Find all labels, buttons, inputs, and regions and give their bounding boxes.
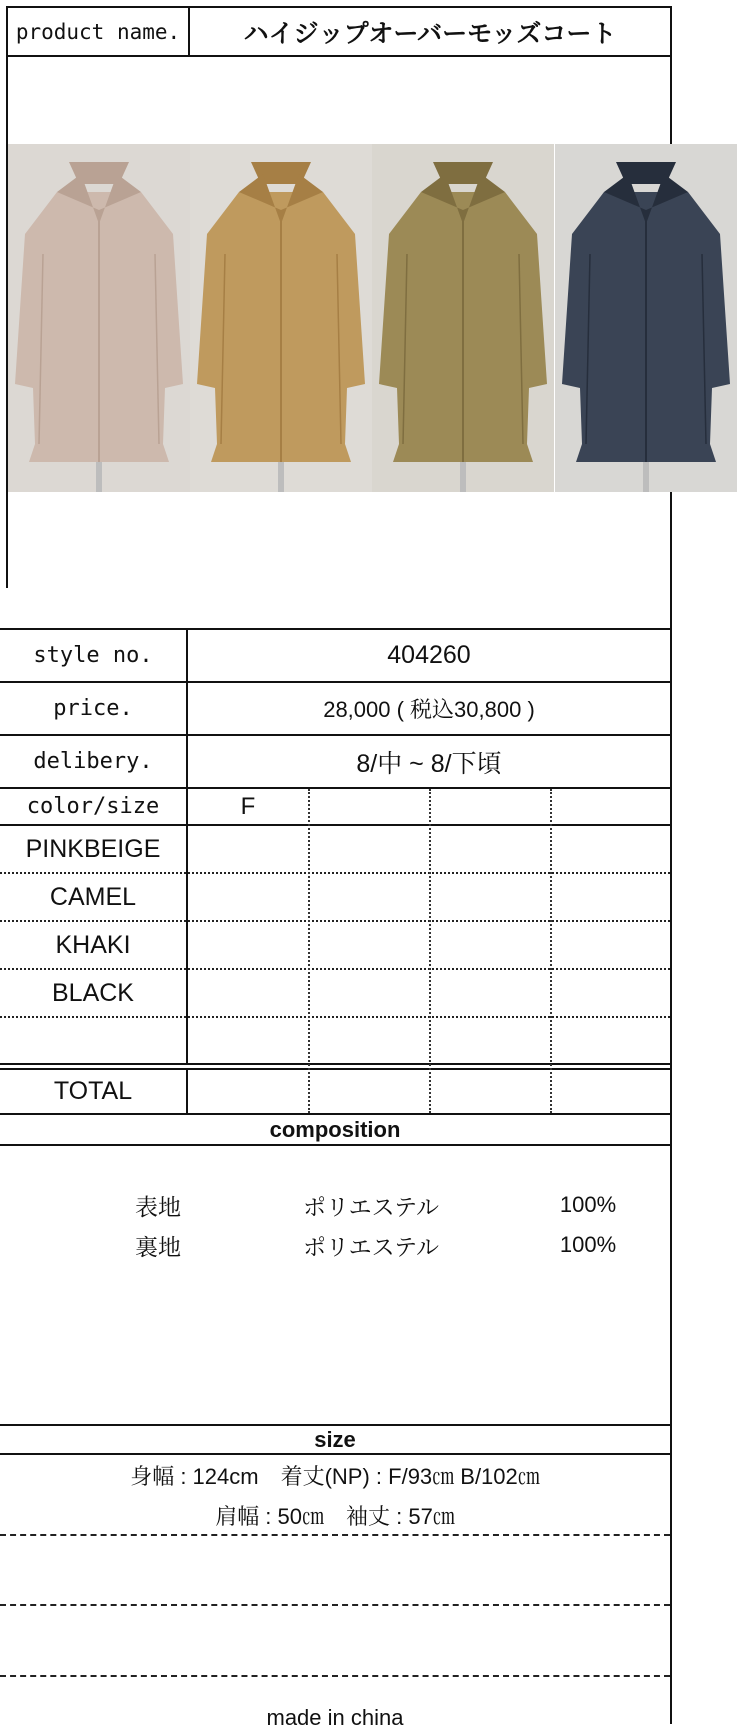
khaki-coat-photo bbox=[372, 144, 554, 492]
composition-part: 表地 bbox=[135, 1193, 181, 1220]
style-no-value: 404260 bbox=[387, 641, 471, 669]
delivery-label: delibery. bbox=[33, 749, 153, 774]
composition-percent: 100% bbox=[559, 1192, 617, 1217]
color-row-camel: CAMEL bbox=[49, 882, 137, 911]
delivery-value: 8/中 ~ 8/下頃 bbox=[356, 749, 502, 778]
color-row-empty bbox=[0, 1018, 186, 1063]
color-row-khaki: KHAKI bbox=[55, 930, 131, 959]
composition-part: 裏地 bbox=[135, 1233, 181, 1260]
price-value: 28,000 ( 税込30,800 ) bbox=[323, 697, 535, 722]
color-row-pinkbeige: PINKBEIGE bbox=[25, 834, 161, 863]
product-name-value: ハイジップオーバーモッズコート bbox=[243, 19, 617, 48]
origin-text: made in china bbox=[266, 1705, 404, 1730]
composition-material: ポリエステル bbox=[303, 1193, 439, 1220]
composition-title: composition bbox=[269, 1116, 401, 1142]
style-no-label: style no. bbox=[33, 643, 153, 668]
size-measurements-line1: 身幅 : 124cm 着丈(NP) : F/93㎝ B/102㎝ bbox=[130, 1463, 540, 1489]
size-title: size bbox=[314, 1426, 356, 1452]
pinkbeige-coat-photo bbox=[8, 144, 190, 492]
color-row-black: BLACK bbox=[52, 978, 134, 1007]
total-label: TOTAL bbox=[53, 1077, 133, 1105]
price-label: price. bbox=[53, 696, 133, 721]
composition-material: ポリエステル bbox=[303, 1233, 439, 1260]
composition-percent: 100% bbox=[559, 1232, 617, 1257]
camel-coat-photo bbox=[190, 144, 372, 492]
black-coat-photo bbox=[554, 144, 738, 492]
size-measurements-line2: 肩幅 : 50㎝ 袖丈 : 57㎝ bbox=[215, 1503, 455, 1529]
size-column-f: F bbox=[240, 792, 256, 820]
product-name-label: product name. bbox=[15, 19, 181, 44]
color-size-header: color/size bbox=[26, 794, 160, 819]
